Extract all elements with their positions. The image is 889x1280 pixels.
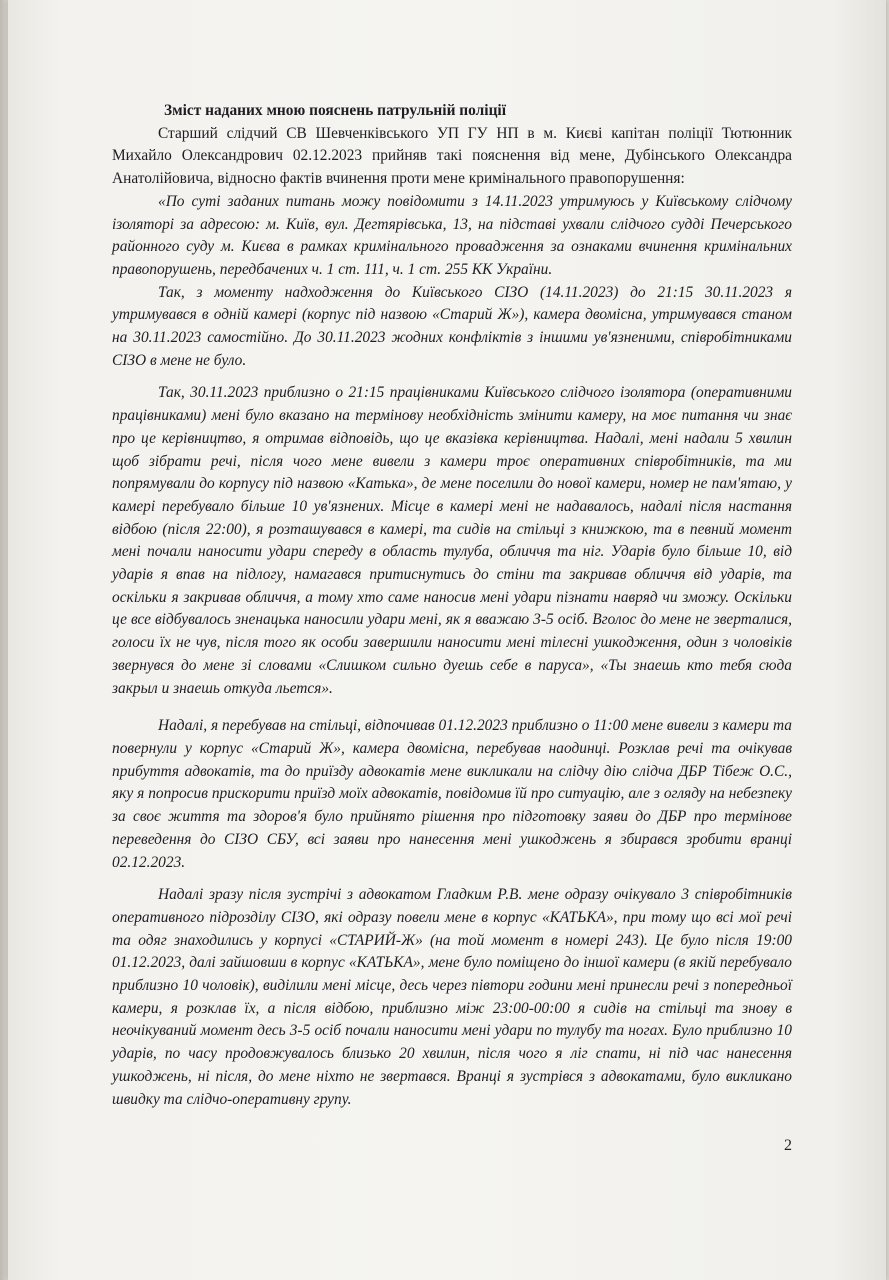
paragraph-intro: Старший слідчий СВ Шевченківського УП ГУ НП в м. Києві капітан поліції Тютюнник Михайло Олександрович 02.12.2023 прийняв такі пояснення від мене, Дубінського Олександра Анатолійовича, відносно фактів вчинення проти мене кримінального правопорушення: (112, 124, 792, 188)
page-number: 2 (784, 1137, 792, 1154)
paragraph-incident-1: Так, 30.11.2023 приблизно о 21:15 працівниками Київського слідчого ізолятора (оперативними працівниками) мені було вказано на термінову необхідність змінити камеру, на моє питання чи знає про це керівництво, я отримав відповідь, що це вказівка керівництва. Надалі, мені надали 5 хвилин щоб зібрати речі, після чого мене вивели з камери троє оперативних співробітників, та ми попрямували до корпусу під назвою «Катька», де мене поселили до нової камери, номер не пам'ятаю, у камері перебувало більше 10 ув'язнених. Місце в камері мені не надавалось, надалі після настання відбою (після 22:00), я розташувався в камері, та сидів на стільці з книжкою, та в певний момент мені почали наносити удари спереду в область тулуба, обличчя та ніг. Ударів було більше 10, від ударів я впав на підлогу, намагався притиснутись до стіни та закривав обличчя від ударів, та оскільки я закривав обличчя, а тому хто саме наносив мені удари пізнати навряд чи зможу. Оскільки це все відбувалось зненацька наносили удари мені, як я вважаю 3-5 осіб. Вголос до мене не зверталися, голоси їх не чув, після того як особи завершили наносити мені тілесні ушкодження, один з чоловіків звернувся до мене зі словами «Слишком сильно дуешь себе в паруса», «Ты знаешь кто тебя сюда закрыл и знаешь откуда льется». (112, 384, 792, 697)
paragraph-cell: Так, з моменту надходження до Київського СІЗО (14.11.2023) до 21:15 30.11.2023 я утримувався в одній камері (корпус під назвою «Старий Ж»), камера двомісна, утримувався станом на 30.11.2023 самостійно. До 30.11.2023 жодних конфліктів з іншими ув'язненими, співробітниками СІЗО в мене не було. (112, 283, 792, 369)
page-edge-shadow (0, 0, 8, 1280)
paragraph-incident-2: Надалі зразу після зустрічі з адвокатом Гладким Р.В. мене одразу очікувало 3 співробітників оперативного підрозділу СІЗО, які одразу повели мене в корпус «КАТЬКА», при тому що всі мої речі та одяг знаходились у корпусі «СТАРИЙ-Ж» (на той момент в номері 243). Це було після 19:00 01.12.2023, далі зайшовши в корпус «КАТЬКА», мене було поміщено до іншої камери (в якій перебувало приблизно 10 чоловік), виділили мені місце, десь через півтори години мені принесли речі з попередньої камери, я розклав їх, а після відбою, приблизно між 23:00-00:00 я сидів на стільці та знову в неочікуваний момент десь 3-5 осіб почали наносити мені удари по тулубу та ногах. Було приблизно 10 ударів, по часу продовжувалось близько 20 хвилин, після чого я ліг спати, ні під час нанесення ушкоджень, ні після, до мене ніхто не звертався. Вранці я зустрівся з адвокатами, було викликано швидку та слідчо-оперативну групу. (112, 886, 792, 1108)
paragraph-return: Надалі, я перебував на стільці, відпочивав 01.12.2023 приблизно о 11:00 мене вивели з камери та повернули у корпус «Старий Ж», камера двомісна, перебував наодинці. Розклав речі та очікував прибуття адвокатів, та до приїзду адвокатів мене викликали на слідчу дію слідча ДБР Тібеж О.С., яку я попросив прискорити приїзд моїх адвокатів, повідомив їй про ситуацію, але з огляду на небезпеку за своє життя та здоров'я було прийнято рішення про підготовку заяви до ДБР про термінове переведення до СІЗО СБУ, всі заяви про нанесення мені ушкоджень я збирався зробити вранці 02.12.2023. (112, 717, 792, 871)
document-heading: Зміст наданих мною пояснень патрульній поліції (164, 102, 506, 119)
document-body (112, 100, 792, 1111)
paragraph-detention: «По суті заданих питань можу повідомити з 14.11.2023 утримуюсь у Київському слідчому ізоляторі за адресою: м. Київ, вул. Дегтярівська, 13, на підставі ухвали слідчого судді Печерського районного суду м. Києва в рамках кримінального провадження за ознаками вчинення кримінальних правопорушень, передбачених ч. 1 ст. 111, ч. 1 ст. 255 КК України. (112, 192, 792, 278)
